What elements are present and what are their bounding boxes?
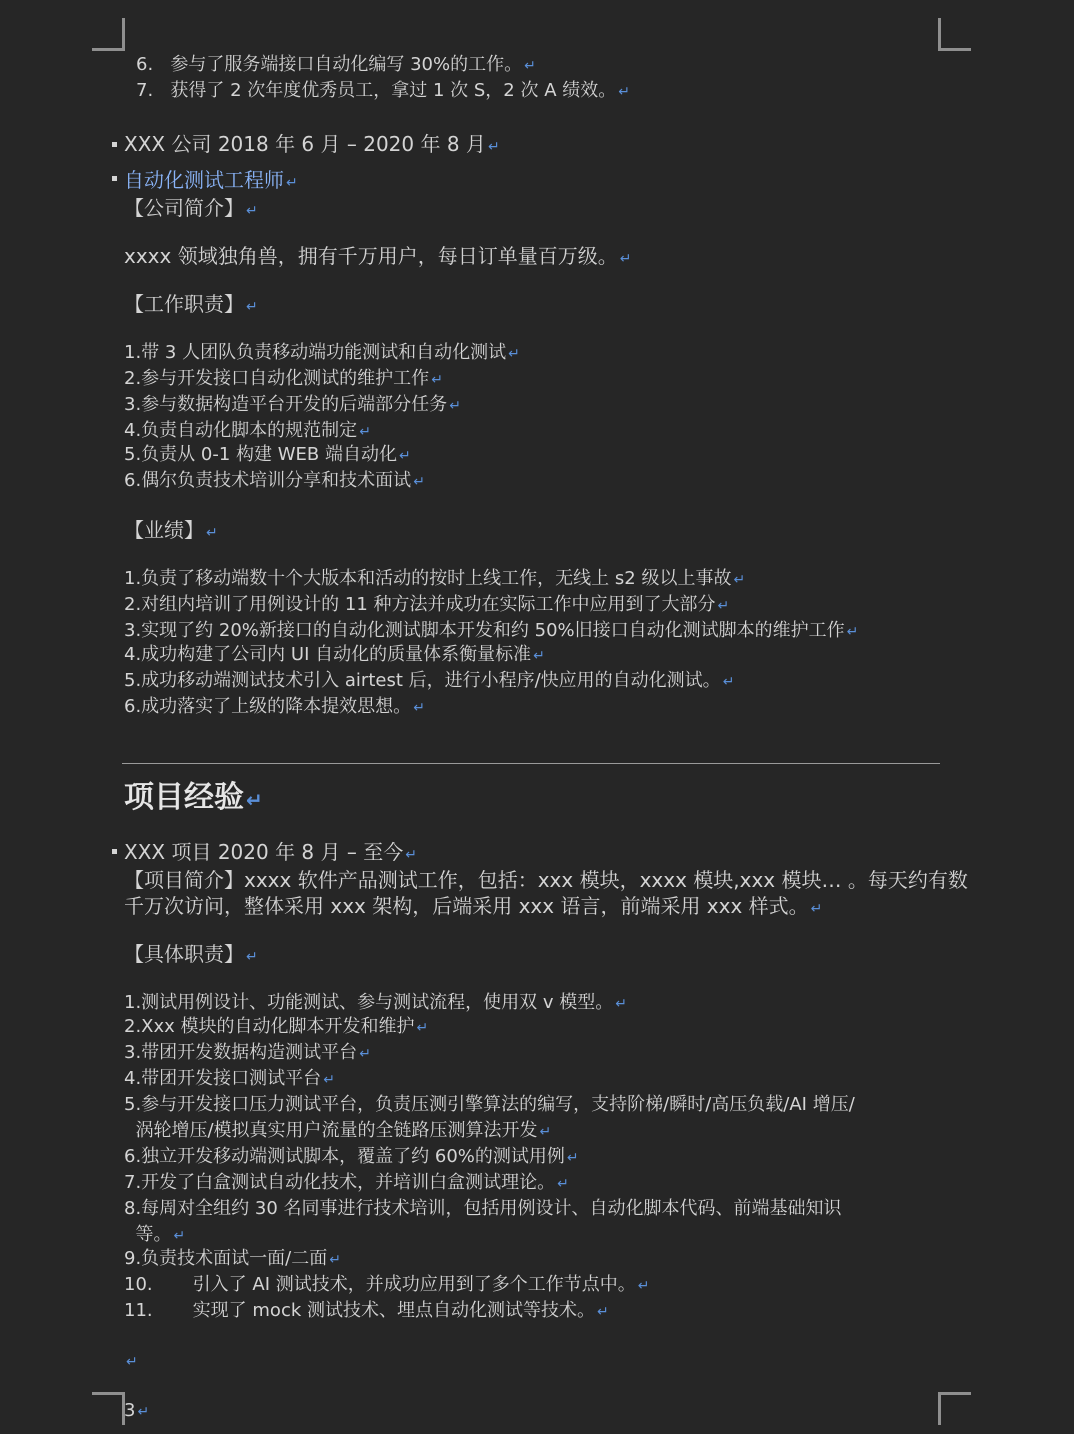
paragraph-mark-icon: ↵ — [810, 901, 823, 917]
section-title[interactable] — [124, 778, 263, 820]
list-number: 7. — [136, 80, 154, 101]
list-text: 1.测试用例设计、功能测试、参与测试流程，使用双 v 模型。 — [124, 992, 614, 1013]
list-text: 3.实现了约 20%新接口的自动化测试脚本开发和约 50%旧接口自动化测试脚本的维护工作 — [124, 620, 845, 641]
list-item[interactable] — [124, 669, 734, 694]
list-text: 4.带团开发接口测试平台 — [124, 1068, 322, 1089]
paragraph-mark-icon: ↵ — [524, 58, 536, 74]
list-text: 等。 — [124, 1224, 172, 1245]
list-number: 6. — [136, 54, 154, 75]
list-text: 6.偶尔负责技术培训分享和技术面试 — [124, 470, 412, 491]
company-line-text: XXX 公司 2018 年 6 月 – 2020 年 8 月 — [124, 132, 486, 156]
paragraph-mark-icon: ↵ — [323, 1072, 335, 1088]
list-text: 2.对组内培训了用例设计的 11 种方法并成功在实际工作中应用到了大部分 — [124, 594, 716, 615]
paragraph-mark-icon: ↵ — [557, 1176, 569, 1192]
paragraph-mark-icon: ↵ — [416, 1020, 429, 1036]
paragraph-mark-icon: ↵ — [173, 1228, 186, 1244]
crop-mark-top-left — [92, 18, 125, 51]
list-item[interactable] — [136, 79, 630, 104]
project-intro-text: 【项目简介】xxxx 软件产品测试工作，包括：xxx 模块，xxxx 模块,xxx 模块… 。每天约有数 — [124, 868, 968, 892]
paragraph-mark-icon: ↵ — [413, 700, 425, 716]
list-text: 6.成功落实了上级的降本提效思想。 — [124, 696, 412, 717]
section-heading-text: 【具体职责】 — [124, 942, 244, 966]
paragraph-mark-icon: ↵ — [717, 598, 730, 614]
project-line-text: XXX 项目 2020 年 8 月 – 至今 — [124, 840, 404, 864]
page-number-text: 3 — [124, 1400, 136, 1421]
list-text: 1.负责了移动端数十个大版本和活动的按时上线工作，无线上 s2 级以上事故 — [124, 568, 732, 589]
list-text: 获得了 2 次年度优秀员工，拿过 1 次 S，2 次 A 绩效。 — [170, 80, 617, 101]
company-intro-text: xxxx 领域独角兽，拥有千万用户，每日订单量百万级。 — [124, 244, 618, 268]
paragraph-mark-icon: ↵ — [533, 648, 545, 664]
list-item[interactable] — [124, 567, 745, 592]
section-heading[interactable] — [124, 517, 218, 546]
list-text: 4.负责自动化脚本的规范制定 — [124, 420, 358, 441]
list-text: 9.负责技术面试一面/二面 — [124, 1248, 328, 1269]
paragraph-mark-icon: ↵ — [508, 346, 520, 362]
section-title-text: 项目经验 — [124, 780, 244, 815]
section-heading[interactable] — [124, 291, 258, 320]
project-line[interactable] — [124, 839, 417, 868]
list-text: 2.Xxx 模块的自动化脚本开发和维护 — [124, 1016, 415, 1037]
list-text: 5.参与开发接口压力测试平台，负责压测引擎算法的编写，支持阶梯/瞬时/高压负载/AI 增压/ — [124, 1094, 855, 1115]
paragraph-mark-icon: ↵ — [431, 372, 443, 388]
job-title[interactable] — [124, 167, 298, 196]
paragraph-mark-icon: ↵ — [618, 84, 630, 100]
paragraph-mark-icon: ↵ — [846, 624, 859, 640]
list-item[interactable] — [124, 469, 425, 494]
list-text: 3.参与数据构造平台开发的后端部分任务 — [124, 394, 448, 415]
section-divider — [122, 763, 940, 764]
list-item[interactable] — [124, 341, 520, 366]
list-text: 2.参与开发接口自动化测试的维护工作 — [124, 368, 430, 389]
paragraph-mark-icon: ↵ — [413, 474, 425, 490]
list-item[interactable] — [124, 393, 461, 418]
list-item[interactable] — [124, 443, 411, 468]
list-text: 涡轮增压/模拟真实用户流量的全链路压测算法开发 — [124, 1120, 538, 1141]
list-text: 3.带团开发数据构造测试平台 — [124, 1042, 358, 1063]
paragraph-mark-icon: ↵ — [733, 572, 746, 588]
project-intro-line[interactable] — [124, 893, 822, 922]
list-item[interactable] — [124, 695, 425, 720]
list-text: 11. 实现了 mock 测试技术、埋点自动化测试等技术。 — [124, 1300, 595, 1321]
list-item[interactable] — [124, 1299, 609, 1324]
list-item[interactable] — [124, 991, 627, 1016]
paragraph-mark-icon: ↵ — [246, 299, 258, 315]
list-item[interactable] — [124, 1273, 649, 1298]
page-number — [124, 1400, 149, 1421]
company-line[interactable] — [124, 131, 500, 160]
list-item[interactable] — [124, 367, 443, 392]
section-heading-text: 【公司简介】 — [124, 196, 244, 220]
paragraph-mark-icon: ↵ — [597, 1304, 609, 1320]
paragraph-mark-icon: ↵ — [398, 448, 411, 464]
list-item[interactable] — [124, 1171, 569, 1196]
paragraph-mark-icon: ↵ — [722, 674, 735, 690]
paragraph-mark-icon: ↵ — [206, 525, 218, 541]
list-item[interactable] — [124, 619, 858, 644]
list-item[interactable] — [124, 1145, 579, 1170]
list-item[interactable] — [124, 593, 729, 618]
paragraph-mark-icon: ↵ — [359, 1046, 371, 1062]
list-item[interactable] — [124, 1015, 428, 1040]
paragraph-mark-icon: ↵ — [246, 949, 258, 965]
paragraph-mark-icon: ↵ — [246, 203, 258, 219]
crop-mark-bottom-right — [938, 1392, 971, 1425]
list-text: 7.开发了白盒测试自动化技术，并培训白盒测试理论。 — [124, 1172, 556, 1193]
list-text: 8.每周对全组约 30 名同事进行技术培训，包括用例设计、自动化脚本代码、前端基础知识 — [124, 1198, 842, 1219]
company-intro[interactable] — [124, 243, 631, 272]
crop-mark-bottom-left — [92, 1392, 125, 1425]
paragraph-mark-icon: ↵ — [405, 847, 417, 863]
project-intro-line[interactable] — [124, 867, 968, 893]
paragraph-mark-icon: ↵ — [615, 996, 628, 1012]
crop-mark-top-right — [938, 18, 971, 51]
section-heading-text: 【工作职责】 — [124, 292, 244, 316]
list-item[interactable] — [124, 1093, 855, 1117]
paragraph-mark-icon: ↵ — [359, 424, 371, 440]
paragraph-mark-icon: ↵ — [619, 251, 632, 267]
list-item[interactable] — [124, 1041, 371, 1066]
list-item[interactable] — [124, 419, 371, 444]
project-intro-text: 千万次访问，整体采用 xxx 架构，后端采用 xxx 语言，前端采用 xxx 样式。 — [124, 894, 809, 918]
list-text: 参与了服务端接口自动化编写 30%的工作。 — [170, 54, 523, 75]
paragraph-mark-icon: ↵ — [487, 139, 500, 155]
paragraph-mark-icon: ↵ — [329, 1252, 341, 1268]
paragraph-mark-icon: ↵ — [637, 1278, 650, 1294]
paragraph-mark-icon: ↵ — [539, 1124, 552, 1140]
section-heading[interactable] — [124, 195, 258, 224]
paragraph-mark-icon: ↵ — [137, 1404, 150, 1420]
paragraph-mark-icon: ↵ — [449, 398, 461, 414]
list-item[interactable] — [124, 1197, 842, 1221]
paragraph-mark-icon: ↵ — [286, 175, 298, 191]
paragraph-mark-icon: ↵ — [126, 1354, 138, 1370]
section-heading-text: 【业绩】 — [124, 518, 204, 542]
list-text: 4.成功构建了公司内 UI 自动化的质量体系衡量标准 — [124, 644, 532, 665]
paragraph-mark-icon: ↵ — [566, 1150, 579, 1166]
list-item-continuation[interactable] — [124, 1223, 185, 1248]
section-heading[interactable] — [124, 941, 258, 970]
paragraph-bullet-icon — [112, 849, 117, 854]
list-text: 5.成功移动端测试技术引入 airtest 后，进行小程序/快应用的自动化测试。 — [124, 670, 721, 691]
list-item[interactable] — [124, 1067, 335, 1092]
list-item[interactable] — [124, 1247, 341, 1272]
paragraph-bullet-icon — [112, 176, 117, 181]
list-text: 1.带 3 人团队负责移动端功能测试和自动化测试 — [124, 342, 507, 363]
list-item[interactable] — [136, 53, 536, 78]
list-text: 10. 引入了 AI 测试技术，并成功应用到了多个工作节点中。 — [124, 1274, 636, 1295]
list-item-continuation[interactable] — [124, 1119, 551, 1144]
paragraph-bullet-icon — [112, 142, 117, 147]
job-title-text: 自动化测试工程师 — [124, 168, 284, 192]
empty-paragraph[interactable] — [124, 1349, 138, 1374]
list-item[interactable] — [124, 643, 545, 668]
list-text: 6.独立开发移动端测试脚本，覆盖了约 60%的测试用例 — [124, 1146, 565, 1167]
paragraph-mark-icon: ↵ — [246, 788, 263, 812]
list-text: 5.负责从 0-1 构建 WEB 端自动化 — [124, 444, 397, 465]
